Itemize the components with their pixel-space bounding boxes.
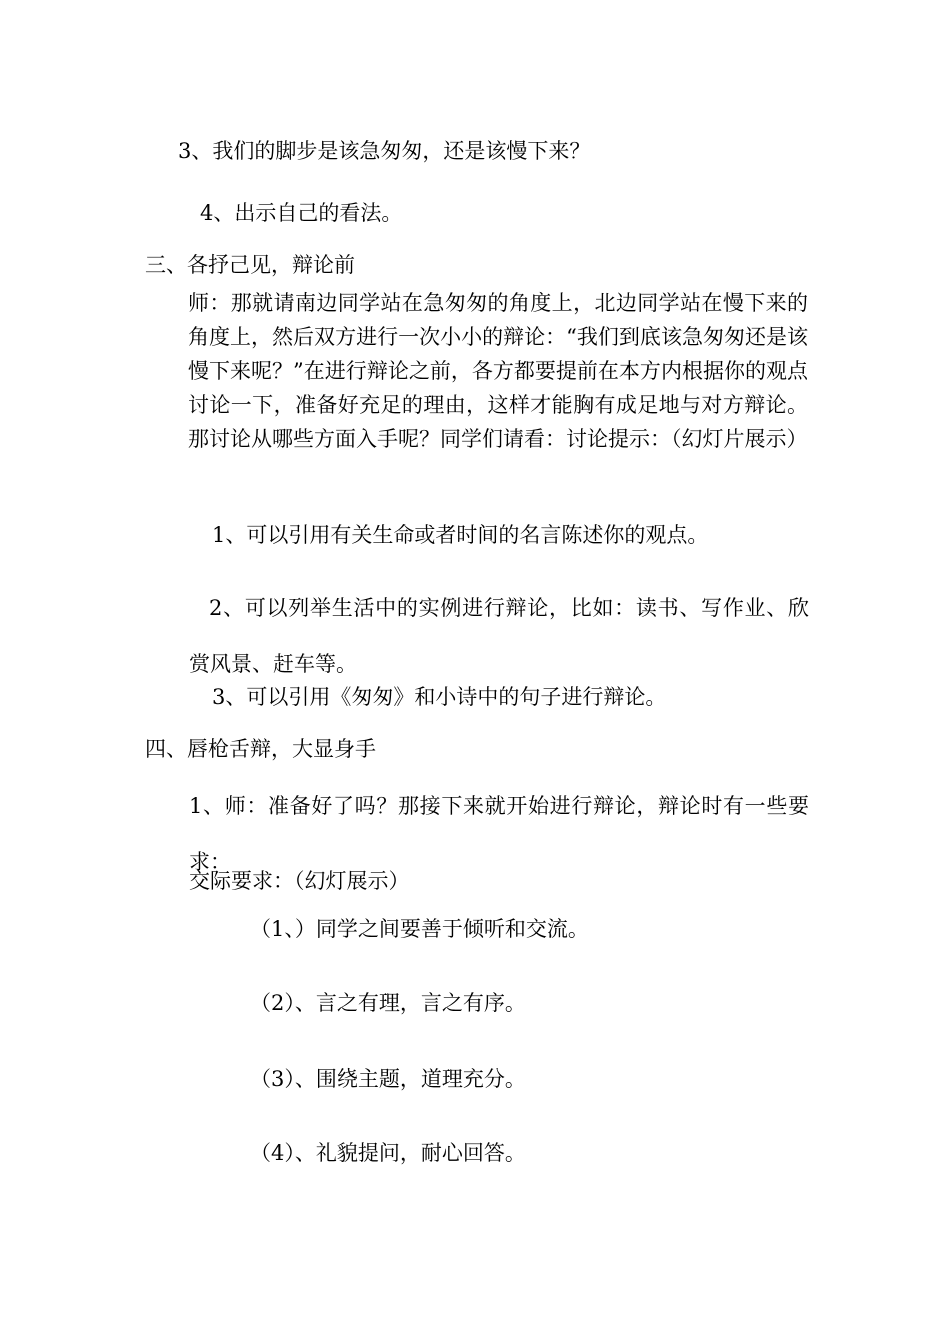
requirement-1: （1、）同学之间要善于倾听和交流。 bbox=[250, 917, 589, 941]
question-3: 3、我们的脚步是该急匆匆，还是该慢下来？ bbox=[178, 139, 591, 163]
requirement-4: （4）、礼貌提问，耐心回答。 bbox=[250, 1141, 526, 1165]
requirement-2: （2）、言之有理，言之有序。 bbox=[250, 991, 526, 1015]
section-3-heading: 三、各抒己见，辩论前 bbox=[145, 253, 355, 277]
discussion-tip-2: 2、可以列举生活中的实例进行辩论，比如：读书、写作业、欣赏风景、赶车等。 bbox=[189, 596, 809, 676]
discussion-tip-1: 1、可以引用有关生命或者时间的名言陈述你的观点。 bbox=[212, 523, 709, 547]
requirement-3: （3）、围绕主题，道理充分。 bbox=[250, 1067, 526, 1091]
debate-intro: 1、师：准备好了吗？那接下来就开始进行辩论，辩论时有一些要求： bbox=[189, 794, 809, 874]
teacher-paragraph: 师：那就请南边同学站在急匆匆的角度上，北边同学站在慢下来的角度上，然后双方进行一次小小的辩论：“我们到底该急匆匆还是该慢下来呢？”在进行辩论之前，各方都要提前在本方内根据你的观点讨论一下，准备好充足的理由，这样才能胸有成足地与对方辩论。那讨论从哪些方面入手呢？同学们请看：讨论提示：（幻灯片展示） bbox=[188, 291, 808, 451]
section-4-heading: 四、唇枪舌辩，大显身手 bbox=[145, 737, 376, 761]
question-4: 4、出示自己的看法。 bbox=[200, 201, 403, 225]
requirements-label: 交际要求：（幻灯展示） bbox=[189, 869, 410, 893]
discussion-tip-3: 3、可以引用《匆匆》和小诗中的句子进行辩论。 bbox=[212, 685, 667, 709]
